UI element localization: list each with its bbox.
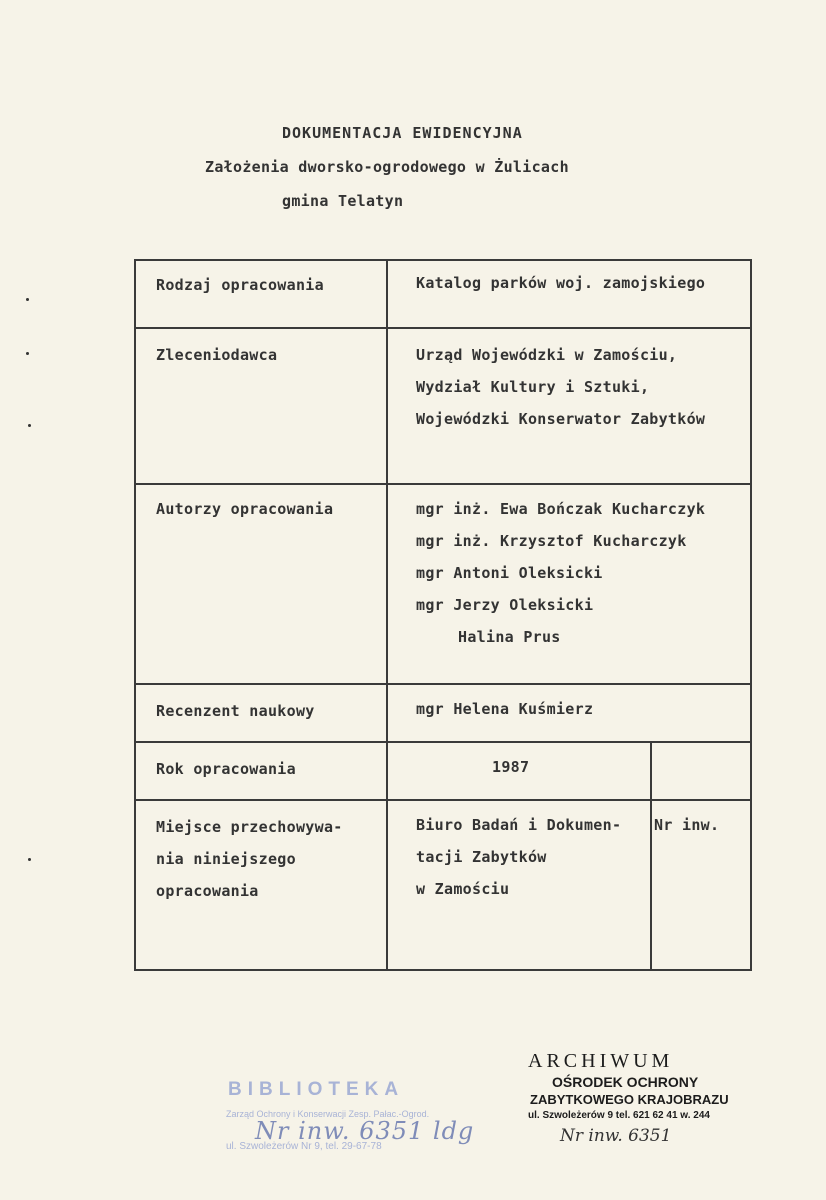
author-line: mgr Jerzy Oleksicki: [416, 596, 594, 614]
evidence-table: [134, 259, 752, 971]
zleceniodawca-line: Wydział Kultury i Sztuki,: [416, 378, 650, 396]
row-divider: [136, 799, 750, 801]
document-gmina: gmina Telatyn: [282, 192, 404, 210]
margin-mark: [28, 424, 31, 427]
archive-stamp-line1: OŚRODEK OCHRONY: [552, 1074, 699, 1090]
rodzaj-value: Katalog parków woj. zamojskiego: [416, 274, 706, 292]
handwritten-inventory-number: Nr inw. 6351 ldg: [255, 1117, 475, 1145]
zleceniodawca-line: Wojewódzki Konserwator Zabytków: [416, 410, 706, 428]
recenzent-value: mgr Helena Kuśmierz: [416, 700, 594, 718]
miejsce-label-line: Miejsce przechowywa-: [156, 818, 343, 836]
row-divider: [136, 483, 750, 485]
author-line: mgr Antoni Oleksicki: [416, 564, 603, 582]
rodzaj-label: Rodzaj opracowania: [156, 276, 324, 294]
archive-stamp-title: ARCHIWUM: [528, 1050, 674, 1072]
miejsce-label-line: nia niniejszego: [156, 850, 296, 868]
miejsce-value-line: Biuro Badań i Dokumen-: [416, 816, 622, 834]
recenzent-label: Recenzent naukowy: [156, 702, 315, 720]
miejsce-value-line: w Zamościu: [416, 880, 510, 898]
biblioteka-stamp-institution: Zarząd Ochrony i Konserwacji Zesp. Pałac.-Ogrod.: [226, 1109, 430, 1119]
margin-mark: [26, 352, 29, 355]
author-line: mgr inż. Ewa Bończak Kucharczyk: [416, 500, 706, 518]
column-divider: [386, 261, 388, 971]
row-divider: [136, 327, 750, 329]
miejsce-value: [416, 809, 621, 905]
autorzy-value: [416, 493, 705, 653]
biblioteka-stamp-title: BIBLIOTEKA: [228, 1079, 405, 1100]
margin-mark: [26, 298, 29, 301]
margin-mark: [28, 858, 31, 861]
author-line: mgr inż. Krzysztof Kucharczyk: [416, 532, 687, 550]
document-subtitle: Założenia dworsko-ogrodowego w Żulicach: [205, 158, 569, 176]
row-divider: [136, 741, 750, 743]
zleceniodawca-label: Zleceniodawca: [156, 346, 278, 364]
nr-inw-label: Nr inw.: [654, 816, 720, 834]
rok-label: Rok opracowania: [156, 760, 296, 778]
rok-value: 1987: [492, 758, 530, 776]
archive-inventory-number: Nr inw. 6351: [560, 1126, 672, 1146]
archive-stamp-line2: ZABYTKOWEGO KRAJOBRAZU: [530, 1092, 729, 1107]
nr-column-divider: [650, 741, 652, 971]
zleceniodawca-value: [416, 339, 705, 435]
document-title: DOKUMENTACJA EWIDENCYJNA: [282, 124, 523, 142]
miejsce-value-line: tacji Zabytków: [416, 848, 547, 866]
autorzy-label: Autorzy opracowania: [156, 500, 334, 518]
miejsce-label: [156, 811, 343, 907]
zleceniodawca-line: Urząd Wojewódzki w Zamościu,: [416, 346, 678, 364]
biblioteka-stamp-address: ul. Szwoleżerów Nr 9, tel. 29-67-78: [226, 1141, 382, 1152]
author-line: Halina Prus: [458, 628, 561, 646]
miejsce-label-line: opracowania: [156, 882, 259, 900]
archive-stamp-address: ul. Szwoleżerów 9 tel. 621 62 41 w. 244: [528, 1110, 710, 1121]
row-divider: [136, 683, 750, 685]
